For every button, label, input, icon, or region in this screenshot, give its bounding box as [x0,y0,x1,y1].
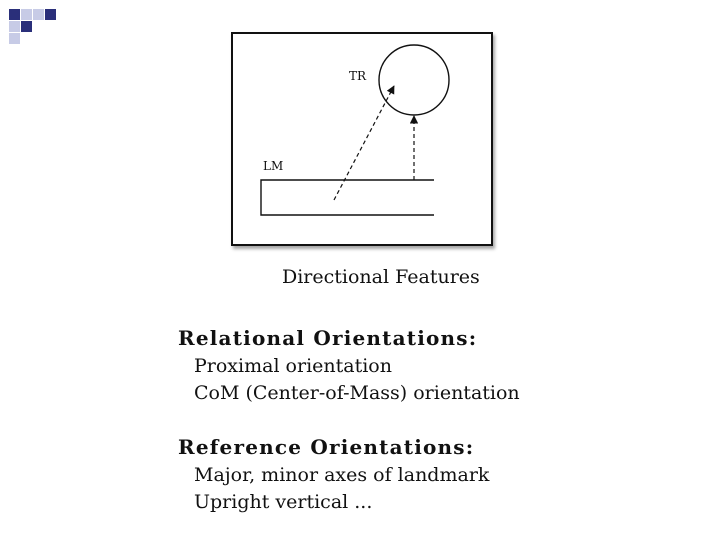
list-item: Proximal orientation [194,355,392,377]
deco-square [21,21,32,32]
figure-caption: Directional Features [282,266,480,288]
figure-diagram [233,34,491,244]
landmark-rectangle [261,180,434,215]
deco-square [33,9,44,20]
com-orientation-arrow [334,86,394,200]
deco-square [21,9,32,20]
corner-decoration [0,0,60,48]
list-item: CoM (Center-of-Mass) orientation [194,382,520,404]
landmark-label: LM [263,159,284,173]
deco-square [45,9,56,20]
deco-square [9,21,20,32]
reference-orientations-section [178,432,489,516]
section-heading: Relational Orientations: [178,326,478,350]
list-item: Upright vertical ... [194,491,373,513]
list-item: Major, minor axes of landmark [194,464,490,486]
section-heading: Reference Orientations: [178,435,475,459]
trajector-label: TR [349,69,367,83]
trajector-circle [379,45,449,115]
deco-square [9,9,20,20]
deco-square [9,33,20,44]
directional-features-figure [231,32,493,246]
relational-orientations-section [178,323,520,407]
